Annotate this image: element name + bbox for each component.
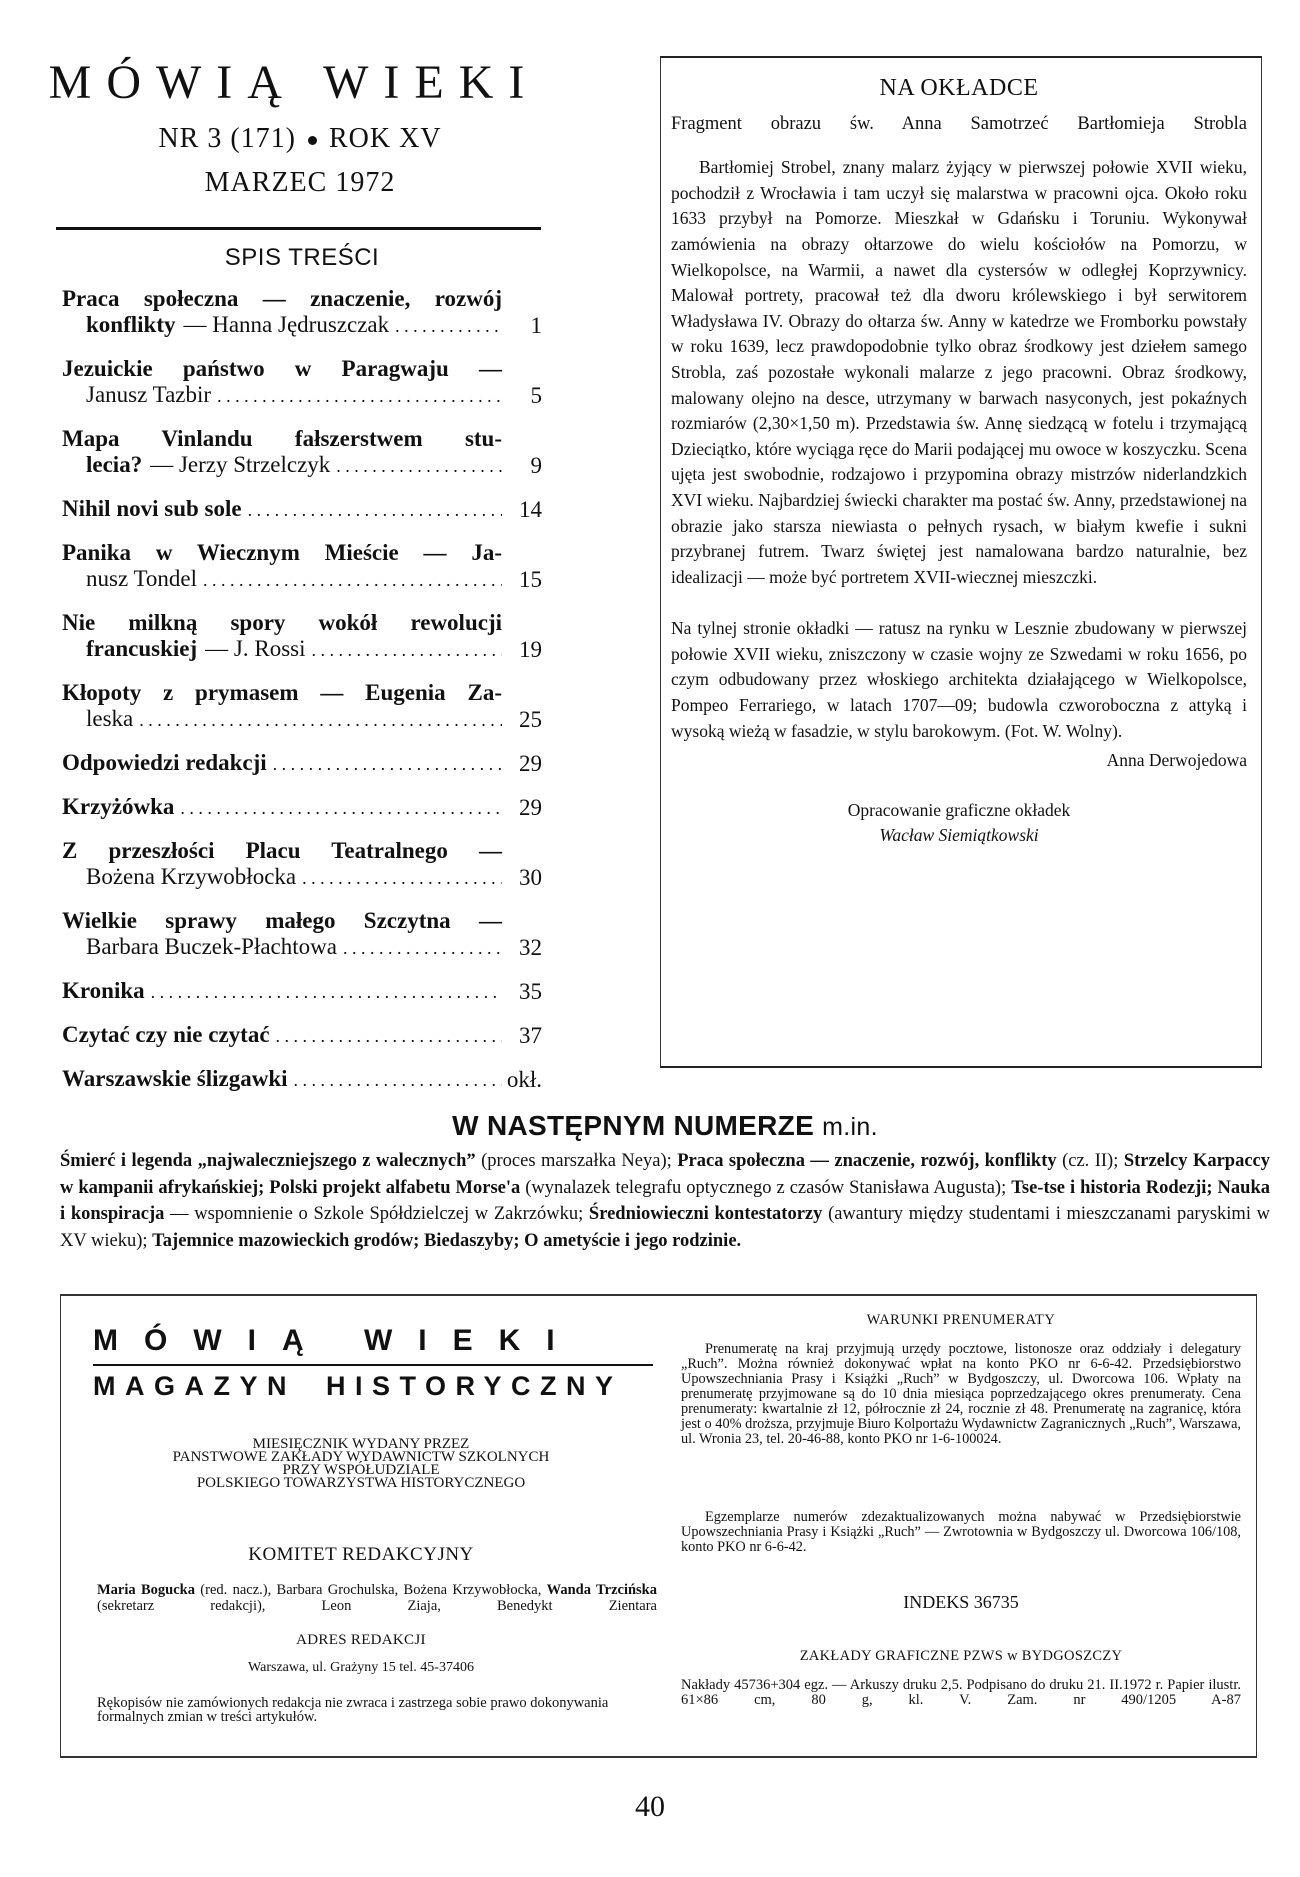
toc-item-author: nusz Tondel (86, 566, 198, 591)
dot-leader (180, 795, 502, 821)
toc-item-title: Odpowiedzi redakcji (62, 750, 267, 775)
toc-item-title: Wielkie sprawy małego Szczytna — (62, 908, 502, 933)
toc-item-page: 19 (519, 637, 542, 662)
back-issues-info: Egzemplarze numerów zdezaktualizowanych można nabywać w Przedsiębiorstwie Upowszechniania Prasy i Książki „Ruch” — Zwrotownia w Bydgoszczy ul. Dworcowa 106/108, konto PKO nr 6-6-42. (681, 1509, 1241, 1555)
dot-leader (151, 979, 502, 1005)
toc-item-author: Bożena Krzywobłocka (86, 864, 297, 889)
issue-date: MARZEC 1972 (204, 167, 396, 198)
toc-item[interactable] (62, 540, 542, 593)
publisher-line: PANSTWOWE ZAKŁADY WYDAWNICTW SZKOLNYCH (172, 1449, 550, 1465)
toc-item-page: 29 (519, 795, 542, 820)
dot-leader (273, 751, 502, 777)
toc-item-page: 32 (519, 935, 542, 960)
toc-item-page: 15 (519, 567, 542, 592)
cover-subtitle: Fragment obrazu św. Anna Samotrzeć Bartłomieja Strobla (671, 113, 1247, 134)
dot-leader (276, 1023, 502, 1049)
toc-item-title: Nie milkną spory wokół rewolucji (62, 610, 502, 635)
toc-item-page: 1 (530, 313, 542, 338)
subscription-heading: WARUNKI PRENUMERATY (866, 1312, 1056, 1328)
imprint-right-column (681, 1296, 1241, 1756)
toc-item-title: Praca społeczna — znaczenie, rozwój (62, 286, 502, 311)
toc-item-title: Kłopoty z prymasem — Eugenia Za- (62, 680, 502, 705)
toc-item-title: Krzyżówka (62, 794, 175, 819)
toc-item-page: 29 (519, 751, 542, 776)
imprint-left-column (61, 1296, 661, 1756)
dot-leader (248, 497, 502, 523)
editorial-committee-heading: KOMITET REDAKCYJNY (248, 1544, 474, 1565)
next-issue-contents (60, 1148, 1270, 1254)
toc-item-page: 14 (519, 497, 542, 522)
committee-member-highlight: Wanda Trzcińska (546, 1582, 657, 1598)
toc-item-title-continued: lecia? (86, 452, 143, 477)
toc-item-title: Panika w Wiecznym Mieście — Ja- (62, 540, 502, 565)
next-issue-article-title: Średniowieczni kontestatorzy (588, 1204, 823, 1224)
next-issue-heading (60, 1110, 1270, 1142)
imprint-box (60, 1294, 1257, 1758)
back-cover-paragraph: Na tylnej stronie okładki — ratusz na rynku w Lesznie zbudowany w pierwszej połowie XVII wieku, zniszczony w czasie wojny ze Szwedami w roku 1656, po czym odbudowany przez włoskiego architekta działającego w Wielkopolsce, Pompeo Ferrariego, w latach 1707—09; budowla czworoboczna z attyką i wysoką wieżą w fasadzie, w stylu barokowym. (Fot. W. Wolny). (671, 618, 1247, 741)
masthead (48, 55, 540, 230)
toc-item-title: Z przeszłości Placu Teatralnego — (62, 838, 502, 863)
toc-item-page: 35 (519, 979, 542, 1004)
manuscript-disclaimer: Rękopisów nie zamówionych redakcja nie zwraca i zastrzega sobie prawo dokonywania formalnych zmian w treści artykułów. (97, 1695, 609, 1725)
committee-text: (red. nacz.), Barbara Grochulska, Bożena Krzywobłocka, (194, 1582, 547, 1598)
editorial-address: Warszawa, ul. Grażyny 15 tel. 45-37406 (248, 1660, 474, 1675)
bullet-icon (308, 136, 317, 145)
dot-leader (343, 935, 502, 961)
toc-item-page: okł. (506, 1067, 542, 1092)
toc-item-author: — J. Rossi (205, 636, 306, 661)
brand-logo (93, 1324, 653, 1402)
table-of-contents (62, 244, 542, 1110)
credit-name: Wacław Siemiątkowski (879, 825, 1039, 846)
toc-item-title: Warszawskie ślizgawki (62, 1066, 288, 1091)
publisher-info (61, 1438, 661, 1490)
toc-item[interactable] (62, 1022, 542, 1049)
toc-item-title: Czytać czy nie czytać (62, 1022, 270, 1047)
magazine-title: MÓWIĄ WIEKI (48, 56, 540, 109)
address-heading: ADRES REDAKCJI (296, 1632, 426, 1648)
committee-text: (sekretarz redakcji), Leon Ziaja, Benedykt Zientara (97, 1598, 657, 1614)
print-details: Nakłady 45736+304 egz. — Arkuszy druku 2,5. Podpisano do druku 21. II.1972 r. Papier ilustr. 61×86 cm, 80 g, kl. V. Zam. nr 490/1205 A-87 (681, 1677, 1241, 1708)
next-issue-note: (awantury między studentami i mieszczanami paryskimi w XV wieku); (60, 1204, 1270, 1251)
dot-leader (302, 865, 502, 891)
cover-description-box (660, 56, 1262, 1068)
toc-item-title: Kronika (62, 978, 145, 1003)
toc-item-author: Barbara Buczek-Płachtowa (86, 934, 337, 959)
next-issue-article-title: Strzelcy Karpaccy w kampanii afrykańskiej; Polski projekt alfabetu Morse'a (60, 1151, 1271, 1198)
toc-item[interactable] (62, 426, 542, 479)
toc-item-author: — Hanna Jędruszczak (183, 312, 390, 337)
dot-leader (217, 383, 502, 409)
next-issue-heading-suffix: m.in. (822, 1113, 878, 1141)
next-issue-section (60, 1110, 1270, 1254)
toc-item-author: — Jerzy Strzelczyk (150, 452, 331, 477)
toc-item-title: Jezuickie państwo w Paragwaju — (62, 356, 502, 381)
toc-item-page: 25 (519, 707, 542, 732)
editorial-committee-members (97, 1582, 657, 1614)
toc-item-title-continued: francuskiej (86, 636, 198, 661)
brand-subtitle-part1: MAGAZYN (93, 1371, 296, 1401)
dot-leader (336, 453, 502, 479)
next-issue-article-title: Tajemnice mazowieckich grodów; Biedaszyby; O ametyście i jego rodzinie. (152, 1230, 742, 1251)
credit-label: Opracowanie graficzne okładek (847, 799, 1071, 820)
cover-author-signature: Anna Derwojedowa (1106, 750, 1247, 771)
dot-leader (203, 567, 502, 593)
next-issue-note: (wynalazek telegrafu optycznego z czasów Stanisława Augusta); (520, 1177, 1012, 1198)
graphic-design-credit (671, 798, 1247, 849)
masthead-divider (56, 227, 541, 230)
brand-subtitle (93, 1370, 653, 1402)
issue-number: NR 3 (171) (158, 123, 296, 154)
volume-year: ROK XV (328, 123, 442, 154)
toc-item-page: 30 (519, 865, 542, 890)
toc-item-author: leska (86, 706, 134, 731)
toc-item-title-continued: konflikty (86, 312, 176, 337)
subscription-terms: Prenumeratę na kraj przyjmują urzędy pocztowe, listonosze oraz oddziały i delegatury „Ruch”. Można również dokonywać wpłat na konto PKO nr 6-6-42. Przedsiębiorstwo Upowszechniania Prasy i Książki „Ruch” w Bydgoszczy, ul. Dworcowa 106. Wpłaty na prenumeratę przyjmowane są do 10 dnia miesiąca poprzedzającego okres prenumeraty. Cena prenumeraty: kwartalnie zł 12, półrocznie zł 24, rocznie zł 48. Prenumeratę na zagranicę, która jest o 40% droższa, przyjmuje Biuro Kolportażu Wydawnictw Zagranicznych „Ruch”, Warszawa, ul. Wronia 23, tel. 20-46-88, konto PKO nr 1-6-100024. (681, 1341, 1241, 1447)
next-issue-note: — wspomnienie o Szkole Spółdzielczej w Zakrzówku; (164, 1204, 589, 1224)
publisher-line: MIESIĘCZNIK WYDANY PRZEZ (252, 1436, 470, 1452)
toc-item-author: Janusz Tazbir (86, 382, 212, 407)
publisher-line: PRZY WSPÓŁUDZIALE (282, 1462, 440, 1478)
dot-leader (312, 637, 502, 663)
next-issue-note: (cz. II); (1056, 1151, 1124, 1171)
issue-line (60, 123, 540, 155)
page-number: 40 (635, 1790, 665, 1823)
toc-item[interactable] (62, 1066, 542, 1093)
toc-item[interactable] (62, 680, 542, 733)
toc-item[interactable] (62, 838, 542, 891)
brand-title: MÓWIĄ WIEKI (93, 1324, 581, 1357)
toc-item[interactable] (62, 750, 542, 777)
next-issue-note: (proces marszałka Neya); (475, 1151, 678, 1171)
index-number: INDEKS 36735 (903, 1592, 1019, 1612)
dot-leader (294, 1067, 502, 1093)
toc-item-page: 5 (530, 383, 542, 408)
toc-list (62, 286, 542, 1093)
cover-paragraph: Bartłomiej Strobel, znany malarz żyjący w pierwszej połowie XVII wieku, pochodził z Wrocławia i tam uczył się malarstwa w pracowni ojca. Około roku 1633 przybył na Pomorze. Mieszkał w Gdańsku i Toruniu. Wykonywał zamówienia na obrazy ołtarzowe do wielu kościołów na Pomorzu, w Wielkopolsce, na Warmii, a nawet dla cystersów w odległej Koprzywnicy. Malował portrety, pracował też dla dworu królewskiego i był serwitorem Władysława IV. Obrazy do ołtarza św. Anny w katedrze we Fromborku powstały w roku 1639, lecz prawdopodobnie tylko obraz środkowy jest dziełem samego Strobla, zaś pozostałe wykonali malarze z jego pracowni. Obraz środkowy, malowany olejno na desce, utrzymany w barwach nasyconych, jest pokaźnych rozmiarów (2,30×1,50 m). Przedstawia św. Annę siedzącą w fotelu i trzymającą Dzieciątko, które wyciąga ręce do Marii podającej mu owoce w koszyczku. Scena ujęta jest swobodnie, rodzajowo i przypomina obrazy mistrzów niderlandzkich XVI wieku. Najbardziej świecki charakter ma postać św. Anny, przedstawionej na obrazie jako starsza niewiasta o pełnych rysach, w białym kwefie i sukni przybranej futrem. Twarz świętej jest namalowana bardzo naturalnie, bez idealizacji — może być portretem XVII-wiecznej mieszczki. (671, 157, 1247, 587)
committee-member-highlight: Maria Bogucka (97, 1582, 195, 1598)
next-issue-article-title: Tse-tse i historia Rodezji; Nauka i konspiracja (60, 1177, 1270, 1224)
brand-divider (93, 1364, 653, 1366)
dot-leader (139, 707, 502, 733)
dot-leader (395, 313, 502, 339)
toc-item-page: 37 (519, 1023, 542, 1048)
toc-item-page: 9 (530, 453, 542, 478)
toc-item-title: Mapa Vinlandu fałszerstwem stu- (62, 426, 502, 451)
next-issue-article-title: Praca społeczna — znaczenie, rozwój, konflikty (677, 1151, 1057, 1171)
printer-name: ZAKŁADY GRAFICZNE PZWS w BYDGOSZCZY (799, 1648, 1123, 1664)
toc-item[interactable] (62, 610, 542, 663)
toc-item[interactable] (62, 356, 542, 409)
toc-item[interactable] (62, 908, 542, 961)
toc-item[interactable] (62, 794, 542, 821)
toc-heading: SPIS TREŚCI (224, 244, 380, 271)
next-issue-heading-text: W NASTĘPNYM NUMERZE (452, 1110, 815, 1141)
toc-item[interactable] (62, 978, 542, 1005)
cover-heading: NA OKŁADCE (879, 75, 1039, 101)
toc-item-title: Nihil novi sub sole (62, 496, 242, 521)
next-issue-article-title: Śmierć i legenda „najwaleczniejszego z walecznych” (60, 1151, 476, 1171)
publisher-line: POLSKIEGO TOWARZYSTWA HISTORYCZNEGO (196, 1475, 526, 1491)
brand-subtitle-part2: HISTORYCZNY (326, 1371, 623, 1401)
toc-item[interactable] (62, 496, 542, 523)
toc-item[interactable] (62, 286, 542, 339)
